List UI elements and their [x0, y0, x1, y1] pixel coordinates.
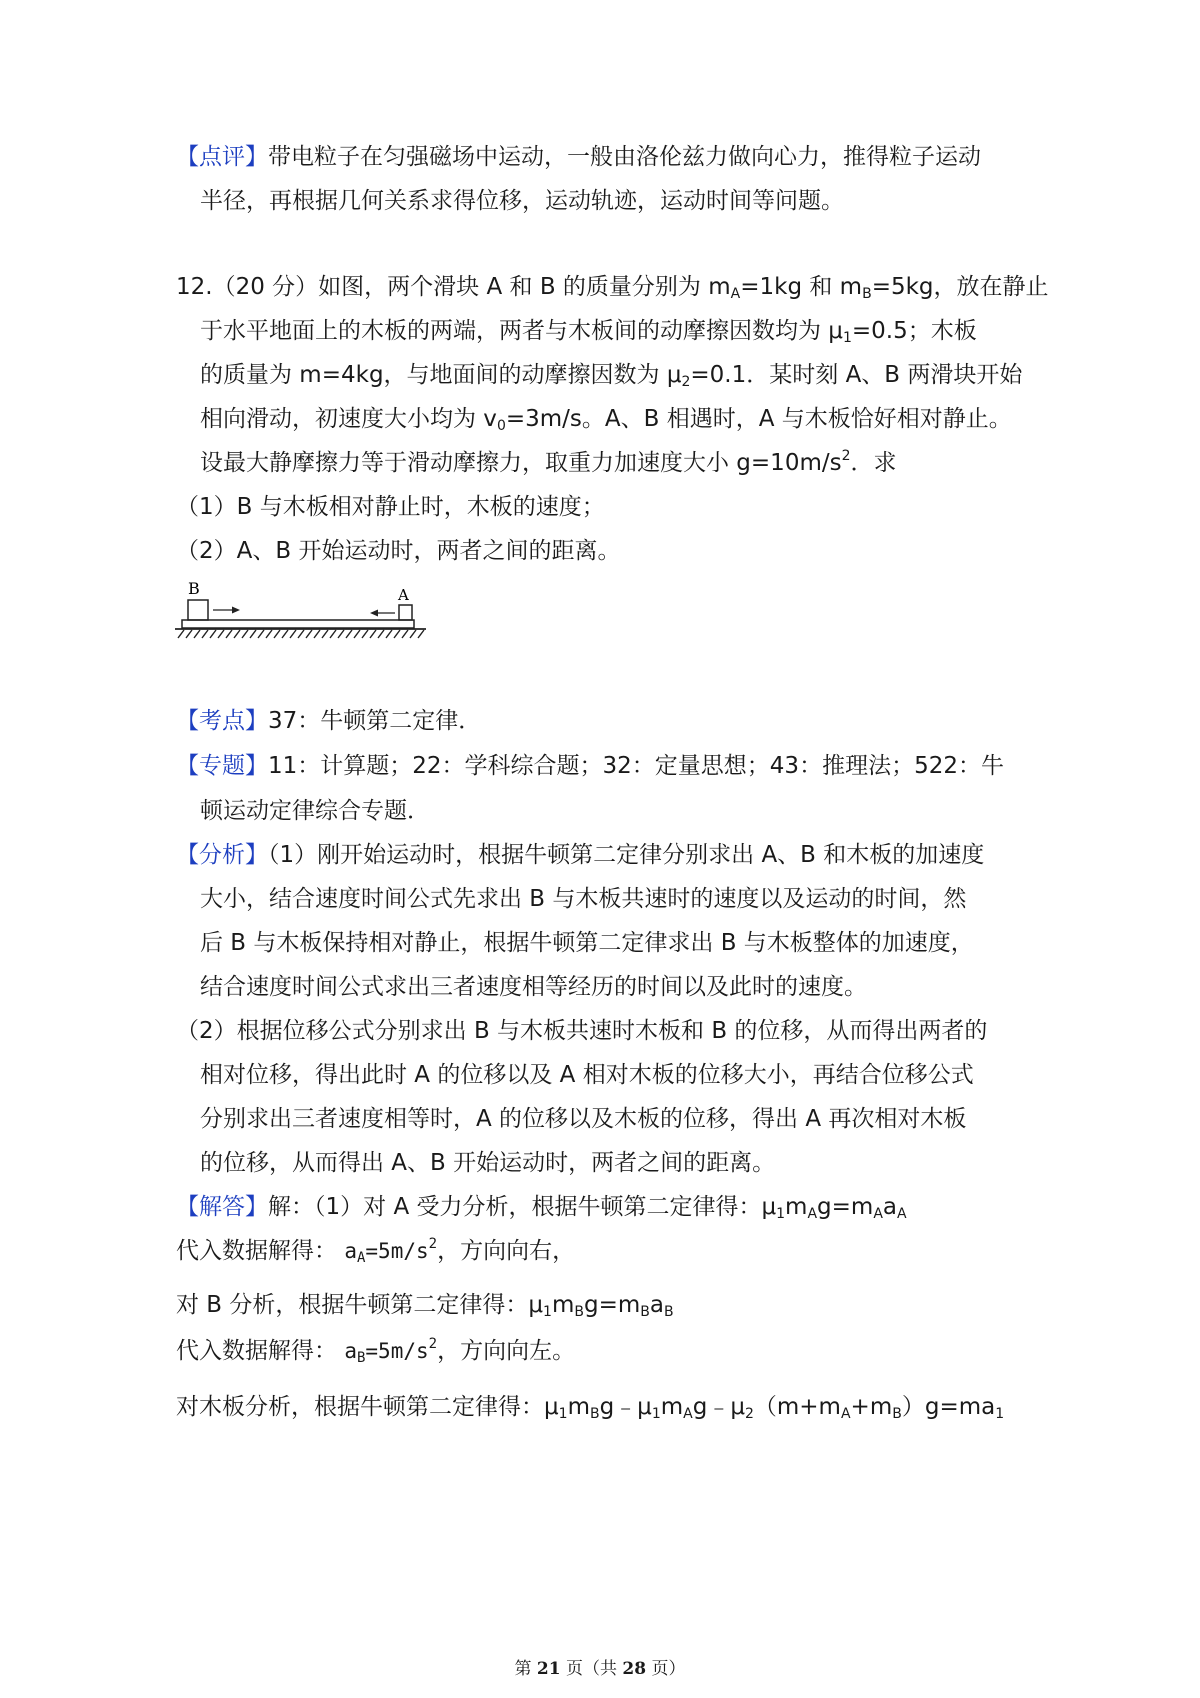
subscript: 1 [543, 1304, 552, 1320]
fenxi-text: 的位移，从而得出 A、B 开始运动时，两者之间的距离。 [200, 1150, 776, 1176]
jieda-text: g=m [817, 1194, 874, 1220]
jieda-text: （m+m [753, 1394, 841, 1420]
superscript: 2 [428, 1236, 438, 1252]
zhuanti-line-2 [200, 796, 430, 826]
subscript: 1 [842, 330, 852, 346]
formula-value: =5m/s [365, 1339, 429, 1363]
kaodian-line [176, 706, 481, 736]
formula-value: =5m/s [365, 1239, 429, 1263]
fenxi-text: （2）根据位移公式分别求出 B 与木板共速时木板和 B 的位移，从而得出两者的 [176, 1018, 988, 1044]
subscript: B [892, 1406, 902, 1422]
formula-symbol: a [344, 1339, 357, 1363]
jieda-text: m [551, 1292, 575, 1318]
subscript: A [683, 1406, 693, 1422]
jieda-line-2 [176, 1236, 575, 1266]
jieda-text: +m [850, 1394, 893, 1420]
problem-text: =3m/s。A、B 相遇时，A 与木板恰好相对静止。 [505, 406, 1012, 432]
blocks-on-board-figure [170, 578, 440, 648]
jieda-text: a [882, 1194, 897, 1220]
superscript: 2 [428, 1336, 438, 1352]
arrow-left-icon [370, 610, 395, 617]
question-2 [176, 536, 620, 566]
jieda-text: ，方向向右， [437, 1238, 576, 1264]
zhuanti-line-1 [176, 751, 1004, 781]
footer-text: 页） [646, 1659, 686, 1679]
block-b [188, 600, 208, 620]
problem-text: ．求 [850, 450, 897, 476]
footer-text: 第 [514, 1659, 537, 1679]
zhuanti-text-2: 顿运动定律综合专题． [200, 798, 430, 824]
subscript: 2 [681, 374, 691, 390]
problem-line-1 [176, 272, 1049, 302]
subscript: 0 [496, 418, 506, 434]
jieda-line-5 [176, 1392, 1004, 1422]
subscript: A [840, 1406, 851, 1422]
problem-text: =1kg 和 m [740, 274, 863, 300]
subscript: A [730, 286, 741, 302]
page-footer [0, 1654, 1200, 1679]
review-text-2: 半径，再根据几何关系求得位移，运动轨迹，运动时间等问题。 [200, 188, 844, 214]
jieda-line-3 [176, 1290, 674, 1320]
formula-a-b [344, 1336, 438, 1366]
board [182, 620, 414, 628]
jieda-text: ，方向向左。 [437, 1338, 576, 1364]
jieda-text: ）g=ma [901, 1394, 996, 1420]
problem-text: 的质量为 m=4kg，与地面间的动摩擦因数为 μ [200, 362, 682, 388]
jieda-tag: 【解答】 [176, 1194, 268, 1220]
subscript: 1 [776, 1206, 786, 1222]
subscript: B [356, 1350, 366, 1366]
kaodian-text: 37：牛顿第二定律． [268, 708, 482, 734]
problem-text: 于水平地面上的木板的两端，两者与木板间的动摩擦因数均为 μ [200, 318, 843, 344]
jieda-text: m [567, 1394, 590, 1420]
problem-text: =0.1．某时刻 A、B 两滑块开始 [690, 362, 1023, 388]
jieda-text: 对木板分析，根据牛顿第二定律得：μ [176, 1394, 559, 1420]
review-line-1 [176, 142, 981, 172]
problem-line-2 [200, 316, 977, 346]
problem-text: =5kg，放在静止 [871, 274, 1049, 300]
fenxi-line-4 [200, 972, 867, 1002]
subscript: B [574, 1304, 584, 1320]
fenxi-text: 相对位移，得出此时 A 的位移以及 A 相对木板的位移大小，再结合位移公式 [200, 1062, 974, 1088]
review-line-2 [200, 186, 844, 216]
jieda-text: 对 B 分析，根据牛顿第二定律得：μ [176, 1292, 544, 1318]
label-b: B [188, 579, 200, 598]
jieda-text: m [660, 1394, 684, 1420]
question-1 [176, 492, 605, 522]
page-number: 21 [536, 1659, 561, 1679]
jieda-text: 代入数据解得： [176, 1338, 337, 1364]
fenxi-line-1 [176, 840, 984, 870]
problem-line-5 [200, 448, 897, 478]
subscript: B [640, 1304, 650, 1320]
jieda-text: g﹣μ [599, 1394, 652, 1420]
problem-line-3 [200, 360, 1022, 390]
jieda-text: 代入数据解得： [176, 1238, 337, 1264]
fenxi-line-7 [200, 1104, 966, 1134]
subscript: A [897, 1206, 907, 1222]
fenxi-tag: 【分析】 [176, 842, 268, 868]
subscript: A [873, 1206, 883, 1222]
subscript: B [663, 1304, 674, 1320]
review-tag: 【点评】 [176, 144, 268, 170]
fenxi-line-5 [176, 1016, 987, 1046]
fenxi-text: 大小，结合速度时间公式先求出 B 与木板共速时的速度以及运动的时间，然 [200, 886, 967, 912]
fenxi-line-3 [200, 928, 974, 958]
subscript: 2 [744, 1406, 754, 1422]
fenxi-text: 结合速度时间公式求出三者速度相等经历的时间以及此时的速度。 [200, 974, 867, 1000]
subscript: B [589, 1406, 600, 1422]
subscript: A [356, 1250, 366, 1266]
jieda-text: 解：（1）对 A 受力分析，根据牛顿第二定律得：μ [268, 1194, 777, 1220]
arrow-right-icon [213, 607, 240, 614]
problem-text: 12.（20 分）如图，两个滑块 A 和 B 的质量分别为 m [176, 274, 731, 300]
jieda-text: a [649, 1292, 664, 1318]
jieda-line-1 [176, 1192, 907, 1222]
fenxi-text: 后 B 与木板保持相对静止，根据牛顿第二定律求出 B 与木板整体的加速度， [200, 930, 974, 956]
subscript: B [862, 286, 872, 302]
label-a: A [398, 586, 409, 604]
jieda-text: m [785, 1194, 808, 1220]
total-pages: 28 [622, 1659, 647, 1679]
fenxi-line-8 [200, 1148, 775, 1178]
zhuanti-tag: 【专题】 [176, 753, 268, 779]
kaodian-tag: 【考点】 [176, 708, 268, 734]
subscript: 1 [651, 1406, 661, 1422]
question-text: （1）B 与木板相对静止时，木板的速度； [176, 494, 605, 520]
question-text: （2）A、B 开始运动时，两者之间的距离。 [176, 538, 621, 564]
subscript: 1 [995, 1406, 1005, 1422]
fenxi-text: （1）刚开始运动时，根据牛顿第二定律分别求出 A、B 和木板的加速度 [268, 842, 985, 868]
formula-symbol: a [344, 1239, 357, 1263]
fenxi-text: 分别求出三者速度相等时，A 的位移以及木板的位移，得出 A 再次相对木板 [200, 1106, 967, 1132]
jieda-text: g=m [583, 1292, 641, 1318]
fenxi-line-6 [200, 1060, 974, 1090]
subscript: 1 [558, 1406, 568, 1422]
subscript: A [807, 1206, 818, 1222]
ground-hatching [178, 630, 424, 638]
problem-text: =0.5；木板 [851, 318, 977, 344]
jieda-line-4 [176, 1336, 575, 1366]
problem-text: 设最大静摩擦力等于滑动摩擦力，取重力加速度大小 g=10m/s [200, 450, 842, 476]
block-a [399, 605, 412, 620]
superscript: 2 [841, 448, 851, 464]
jieda-text: g﹣μ [692, 1394, 745, 1420]
review-text-1: 带电粒子在匀强磁场中运动，一般由洛伦兹力做向心力，推得粒子运动 [268, 144, 981, 170]
zhuanti-text-1: 11：计算题；22：学科综合题；32：定量思想；43：推理法；522：牛 [268, 753, 1004, 779]
footer-text: 页（共 [560, 1659, 623, 1679]
fenxi-line-2 [200, 884, 966, 914]
formula-a-a [344, 1236, 438, 1266]
problem-text: 相向滑动，初速度大小均为 v [200, 406, 497, 432]
problem-line-4 [200, 404, 1012, 434]
